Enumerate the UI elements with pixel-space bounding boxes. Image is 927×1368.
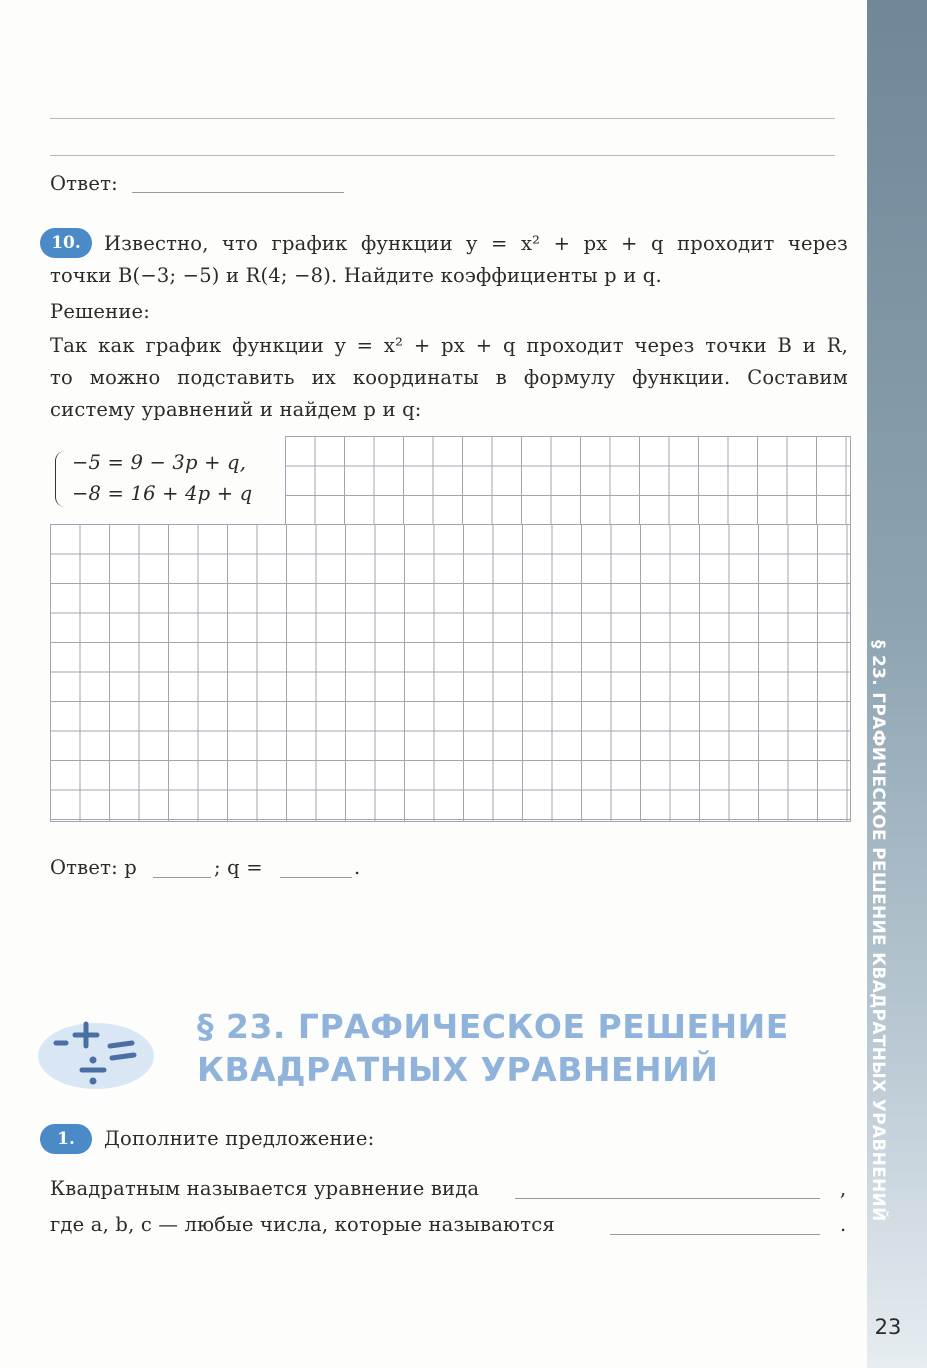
- solution-text-line: то можно подставить их координаты в формулу функции. Составим: [50, 366, 848, 389]
- fill-sentence-2: где a, b, c — любые числа, которые называются: [50, 1213, 555, 1236]
- task-text-line: Известно, что график функции y = x² + px + q проходит через: [104, 232, 848, 255]
- answer-q-label: ; q =: [214, 856, 263, 879]
- task-number-badge: 10.: [40, 228, 92, 258]
- section-title-line1: § 23. ГРАФИЧЕСКОЕ РЕШЕНИЕ: [197, 1007, 789, 1046]
- grid-upper[interactable]: [285, 436, 851, 525]
- math-signs-icon: [36, 1010, 158, 1094]
- solution-text-line: систему уравнений и найдем p и q:: [50, 398, 422, 421]
- grid-lower[interactable]: [50, 524, 851, 822]
- solution-text-line: Так как график функции y = x² + px + q проходит через точки B и R,: [50, 334, 848, 357]
- writing-line: [50, 155, 835, 156]
- section-title-line2: КВАДРАТНЫХ УРАВНЕНИЙ: [197, 1050, 719, 1089]
- answer-end-dot: .: [354, 856, 361, 879]
- answer-p-label: Ответ: p: [50, 856, 137, 879]
- fill-sentence-1: Квадратным называется уравнение вида: [50, 1177, 480, 1200]
- answer-q-blank[interactable]: [280, 877, 352, 878]
- solution-label: Решение:: [50, 300, 151, 323]
- fill-blank-1[interactable]: [515, 1198, 820, 1199]
- section-title: [197, 1005, 789, 1091]
- fill-blank-2[interactable]: [610, 1234, 820, 1235]
- task-number-badge: 1.: [40, 1124, 92, 1154]
- answer-blank[interactable]: [132, 192, 344, 193]
- sidebar-chapter-title: § 23. ГРАФИЧЕСКОЕ РЕШЕНИЕ КВАДРАТНЫХ УРАВНЕНИЙ: [868, 640, 888, 1222]
- answer-p-blank[interactable]: [153, 877, 211, 878]
- fill-sentence-1-end: ,: [840, 1177, 847, 1200]
- page-number: 23: [874, 1315, 902, 1339]
- writing-line: [50, 118, 835, 119]
- task-text-line: точки B(−3; −5) и R(4; −8). Найдите коэффициенты p и q.: [50, 264, 662, 287]
- equation-brace: [55, 451, 66, 507]
- fill-sentence-2-end: .: [840, 1213, 847, 1236]
- equation-2: −8 = 16 + 4p + q: [72, 482, 253, 505]
- answer-label: Ответ:: [50, 172, 118, 195]
- equation-1: −5 = 9 − 3p + q,: [72, 451, 247, 474]
- task-prompt: Дополните предложение:: [104, 1127, 375, 1150]
